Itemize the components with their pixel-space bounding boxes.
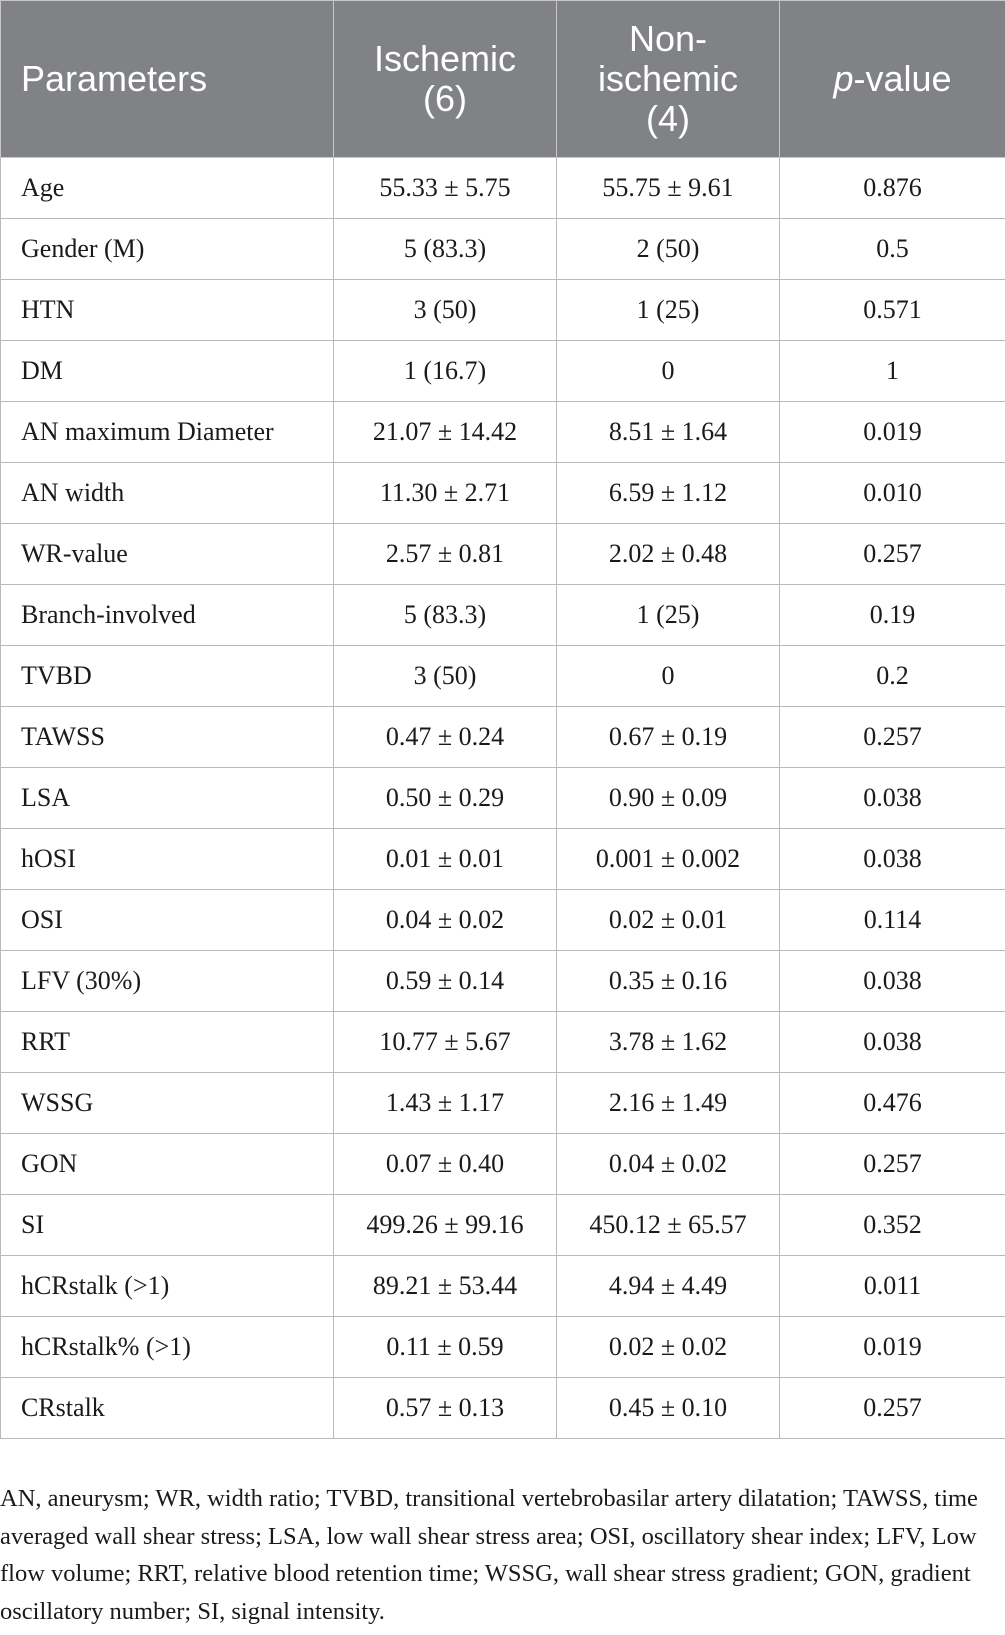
- cell-ischemic: 10.77 ± 5.67: [334, 1012, 557, 1073]
- cell-nonischemic: 2.02 ± 0.48: [557, 524, 780, 585]
- cell-ischemic: 5 (83.3): [334, 219, 557, 280]
- cell-parameter: hCRstalk (>1): [1, 1256, 334, 1317]
- cell-nonischemic: 0.02 ± 0.01: [557, 890, 780, 951]
- cell-parameter: WSSG: [1, 1073, 334, 1134]
- cell-nonischemic: 0.67 ± 0.19: [557, 707, 780, 768]
- table-row: [1, 341, 1005, 402]
- cell-parameter: WR-value: [1, 524, 334, 585]
- header-pvalue: [780, 1, 1005, 158]
- table-row: [1, 1195, 1005, 1256]
- cell-pvalue: 0.257: [780, 707, 1005, 768]
- header-nonischemic-line1: Non-: [628, 18, 708, 59]
- cell-nonischemic: 2 (50): [557, 219, 780, 280]
- cell-ischemic: 499.26 ± 99.16: [334, 1195, 557, 1256]
- cell-nonischemic: 0.90 ± 0.09: [557, 768, 780, 829]
- cell-nonischemic: 3.78 ± 1.62: [557, 1012, 780, 1073]
- cell-pvalue: 1: [780, 341, 1005, 402]
- table-row: [1, 1012, 1005, 1073]
- cell-parameter: hCRstalk% (>1): [1, 1317, 334, 1378]
- cell-pvalue: 0.257: [780, 1134, 1005, 1195]
- header-pvalue-p: p: [833, 58, 854, 99]
- table-row: [1, 1378, 1005, 1439]
- table-row: [1, 158, 1005, 219]
- cell-ischemic: 0.11 ± 0.59: [334, 1317, 557, 1378]
- cell-nonischemic: 0.001 ± 0.002: [557, 829, 780, 890]
- cell-pvalue: 0.038: [780, 1012, 1005, 1073]
- cell-pvalue: 0.019: [780, 1317, 1005, 1378]
- cell-pvalue: 0.19: [780, 585, 1005, 646]
- cell-pvalue: 0.114: [780, 890, 1005, 951]
- cell-ischemic: 55.33 ± 5.75: [334, 158, 557, 219]
- table-row: [1, 646, 1005, 707]
- cell-ischemic: 3 (50): [334, 280, 557, 341]
- table-row: [1, 890, 1005, 951]
- header-nonischemic-line2: ischemic: [597, 58, 739, 99]
- cell-pvalue: 0.476: [780, 1073, 1005, 1134]
- cell-parameter: AN maximum Diameter: [1, 402, 334, 463]
- cell-pvalue: 0.011: [780, 1256, 1005, 1317]
- table-row: [1, 463, 1005, 524]
- cell-ischemic: 89.21 ± 53.44: [334, 1256, 557, 1317]
- cell-pvalue: 0.257: [780, 1378, 1005, 1439]
- cell-parameter: OSI: [1, 890, 334, 951]
- cell-pvalue: 0.2: [780, 646, 1005, 707]
- cell-pvalue: 0.876: [780, 158, 1005, 219]
- cell-nonischemic: 8.51 ± 1.64: [557, 402, 780, 463]
- cell-nonischemic: 4.94 ± 4.49: [557, 1256, 780, 1317]
- cell-nonischemic: 6.59 ± 1.12: [557, 463, 780, 524]
- table-row: [1, 585, 1005, 646]
- cell-ischemic: 1 (16.7): [334, 341, 557, 402]
- cell-parameter: Age: [1, 158, 334, 219]
- cell-nonischemic: 450.12 ± 65.57: [557, 1195, 780, 1256]
- header-ischemic-line2: (6): [423, 78, 467, 119]
- cell-parameter: HTN: [1, 280, 334, 341]
- table-row: [1, 402, 1005, 463]
- table-row: [1, 768, 1005, 829]
- cell-nonischemic: 0: [557, 341, 780, 402]
- table-row: [1, 524, 1005, 585]
- cell-ischemic: 21.07 ± 14.42: [334, 402, 557, 463]
- table-row: [1, 1134, 1005, 1195]
- cell-nonischemic: 55.75 ± 9.61: [557, 158, 780, 219]
- cell-ischemic: 0.57 ± 0.13: [334, 1378, 557, 1439]
- cell-parameter: LFV (30%): [1, 951, 334, 1012]
- cell-pvalue: 0.5: [780, 219, 1005, 280]
- cell-nonischemic: 2.16 ± 1.49: [557, 1073, 780, 1134]
- cell-pvalue: 0.019: [780, 402, 1005, 463]
- table-row: [1, 951, 1005, 1012]
- header-parameters: [1, 1, 334, 158]
- cell-ischemic: 3 (50): [334, 646, 557, 707]
- cell-ischemic: 11.30 ± 2.71: [334, 463, 557, 524]
- cell-pvalue: 0.038: [780, 829, 1005, 890]
- cell-pvalue: 0.038: [780, 951, 1005, 1012]
- cell-parameter: SI: [1, 1195, 334, 1256]
- table-header: [1, 1, 1005, 158]
- cell-nonischemic: 0.45 ± 0.10: [557, 1378, 780, 1439]
- cell-parameter: TAWSS: [1, 707, 334, 768]
- table-row: [1, 1317, 1005, 1378]
- table-row: [1, 1073, 1005, 1134]
- cell-ischemic: 0.47 ± 0.24: [334, 707, 557, 768]
- header-pvalue-rest: -value: [853, 58, 952, 99]
- table-footnote: AN, aneurysm; WR, width ratio; TVBD, transitional vertebrobasilar artery dilatation; TAWSS, time averaged wall shear stress; LSA, low wall shear stress area; OSI, oscillatory shear index; LFV, Low flow volume; RRT, relative blood retention time; WSSG, wall shear stress gradient; GON, gradient oscillatory number; SI, signal intensity.: [0, 1485, 978, 1625]
- cell-nonischemic: 0: [557, 646, 780, 707]
- table-body: [1, 158, 1005, 1439]
- cell-nonischemic: 1 (25): [557, 585, 780, 646]
- table-row: [1, 219, 1005, 280]
- cell-parameter: AN width: [1, 463, 334, 524]
- cell-ischemic: 1.43 ± 1.17: [334, 1073, 557, 1134]
- cell-ischemic: 0.50 ± 0.29: [334, 768, 557, 829]
- cell-pvalue: 0.038: [780, 768, 1005, 829]
- cell-pvalue: 0.010: [780, 463, 1005, 524]
- table-row: [1, 707, 1005, 768]
- cell-parameter: hOSI: [1, 829, 334, 890]
- header-ischemic-line1: Ischemic: [373, 38, 517, 79]
- cell-pvalue: 0.257: [780, 524, 1005, 585]
- cell-parameter: Branch-involved: [1, 585, 334, 646]
- header-parameters-label: Parameters: [21, 58, 208, 99]
- cell-nonischemic: 0.35 ± 0.16: [557, 951, 780, 1012]
- cell-parameter: Gender (M): [1, 219, 334, 280]
- cell-ischemic: 0.01 ± 0.01: [334, 829, 557, 890]
- cell-ischemic: 0.07 ± 0.40: [334, 1134, 557, 1195]
- cell-nonischemic: 0.04 ± 0.02: [557, 1134, 780, 1195]
- cell-parameter: CRstalk: [1, 1378, 334, 1439]
- table-row: [1, 1256, 1005, 1317]
- cell-parameter: TVBD: [1, 646, 334, 707]
- table-row: [1, 280, 1005, 341]
- cell-ischemic: 5 (83.3): [334, 585, 557, 646]
- cell-parameter: GON: [1, 1134, 334, 1195]
- header-nonischemic: [557, 1, 780, 158]
- header-nonischemic-line3: (4): [646, 98, 690, 139]
- cell-ischemic: 0.04 ± 0.02: [334, 890, 557, 951]
- table-row: [1, 829, 1005, 890]
- cell-pvalue: 0.571: [780, 280, 1005, 341]
- cell-parameter: RRT: [1, 1012, 334, 1073]
- cell-pvalue: 0.352: [780, 1195, 1005, 1256]
- cell-nonischemic: 1 (25): [557, 280, 780, 341]
- header-ischemic: [334, 1, 557, 158]
- header-row: [1, 1, 1005, 158]
- cell-ischemic: 2.57 ± 0.81: [334, 524, 557, 585]
- cell-parameter: DM: [1, 341, 334, 402]
- cell-nonischemic: 0.02 ± 0.02: [557, 1317, 780, 1378]
- cell-ischemic: 0.59 ± 0.14: [334, 951, 557, 1012]
- cell-parameter: LSA: [1, 768, 334, 829]
